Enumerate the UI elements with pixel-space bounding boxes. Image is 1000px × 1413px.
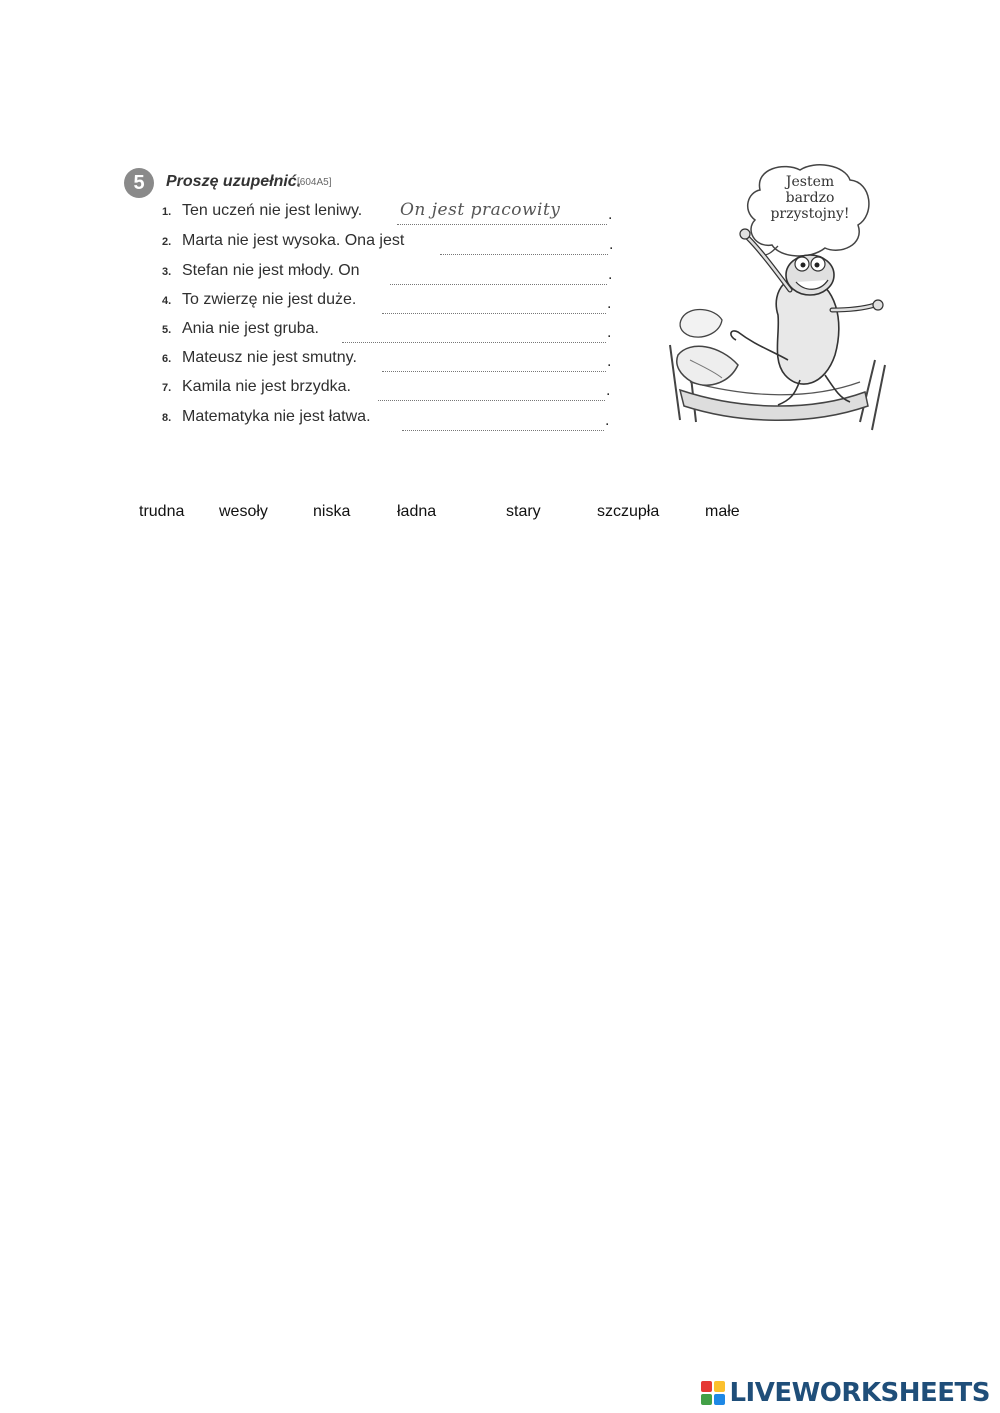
exercise-5: 5 Proszę uzupełnić. [604A5] 1. Ten uczeń nie jest leniwy. On jest pracowity . 2. Marta nie jest wysoka. Ona jest . 3. Stefan nie jest młody. On . 4. To zwierzę nie jest duże. . 5. Ania nie jest gruba. . 6. Mateusz nie jest smutny. . 7. Kamila nie jest brzydka. . 8. Matematyka nie jest łatwa. . Jestem bardzo przystojny! xyxy=(120,160,900,440)
exercise-item-1: 1. Ten uczeń nie jest leniwy. xyxy=(162,202,363,219)
exercise-code: [604A5] xyxy=(297,177,332,188)
item-sentence: Stefan nie jest młody. On xyxy=(182,262,360,279)
item-sentence: Matematyka nie jest łatwa. xyxy=(182,408,371,425)
item-sentence: Ania nie jest gruba. xyxy=(182,320,319,337)
answer-blank-5[interactable] xyxy=(342,342,606,343)
logo-squares-icon xyxy=(701,1381,725,1405)
word-bank-item[interactable]: stary xyxy=(506,503,541,520)
item-sentence: Mateusz nie jest smutny. xyxy=(182,349,357,366)
logo-text: LIVEWORKSHEETS xyxy=(729,1378,990,1408)
exercise-item-7: 7. Kamila nie jest brzydka. xyxy=(162,378,351,395)
answer-blank-7[interactable] xyxy=(378,400,605,401)
item-sentence: Kamila nie jest brzydka. xyxy=(182,378,351,395)
liveworksheets-logo xyxy=(701,1378,990,1408)
exercise-item-2: 2. Marta nie jest wysoka. Ona jest xyxy=(162,232,405,249)
word-bank-item[interactable]: wesoły xyxy=(219,503,268,520)
speech-bubble-text: Jestem bardzo przystojny! xyxy=(770,174,850,222)
handwritten-answer: On jest pracowity xyxy=(400,200,561,220)
exercise-item-6: 6. Mateusz nie jest smutny. xyxy=(162,349,357,366)
exercise-item-3: 3. Stefan nie jest młody. On xyxy=(162,262,360,279)
frog-on-bed-illustration xyxy=(660,160,900,440)
exercise-item-4: 4. To zwierzę nie jest duże. xyxy=(162,291,357,308)
word-bank-item[interactable]: ładna xyxy=(397,503,437,520)
word-bank-item[interactable]: trudna xyxy=(139,503,185,520)
exercise-number-badge: 5 xyxy=(124,168,154,198)
item-sentence: Ten uczeń nie jest leniwy. xyxy=(182,202,363,219)
word-bank-item[interactable]: małe xyxy=(705,503,740,520)
item-sentence: To zwierzę nie jest duże. xyxy=(182,291,357,308)
exercise-title: Proszę uzupełnić. xyxy=(166,173,302,190)
exercise-item-5: 5. Ania nie jest gruba. xyxy=(162,320,319,337)
answer-blank-4[interactable] xyxy=(382,313,606,314)
word-bank-item[interactable]: szczupła xyxy=(597,503,660,520)
exercise-item-8: 8. Matematyka nie jest łatwa. xyxy=(162,408,371,425)
answer-blank-8[interactable] xyxy=(402,430,604,431)
word-bank xyxy=(0,503,1000,527)
answer-blank-6[interactable] xyxy=(382,371,606,372)
item-sentence: Marta nie jest wysoka. Ona jest xyxy=(182,232,405,249)
word-bank-item[interactable]: niska xyxy=(313,503,351,520)
answer-blank-3[interactable] xyxy=(390,284,607,285)
answer-blank-2[interactable] xyxy=(440,254,608,255)
answer-blank-1[interactable] xyxy=(397,224,607,225)
